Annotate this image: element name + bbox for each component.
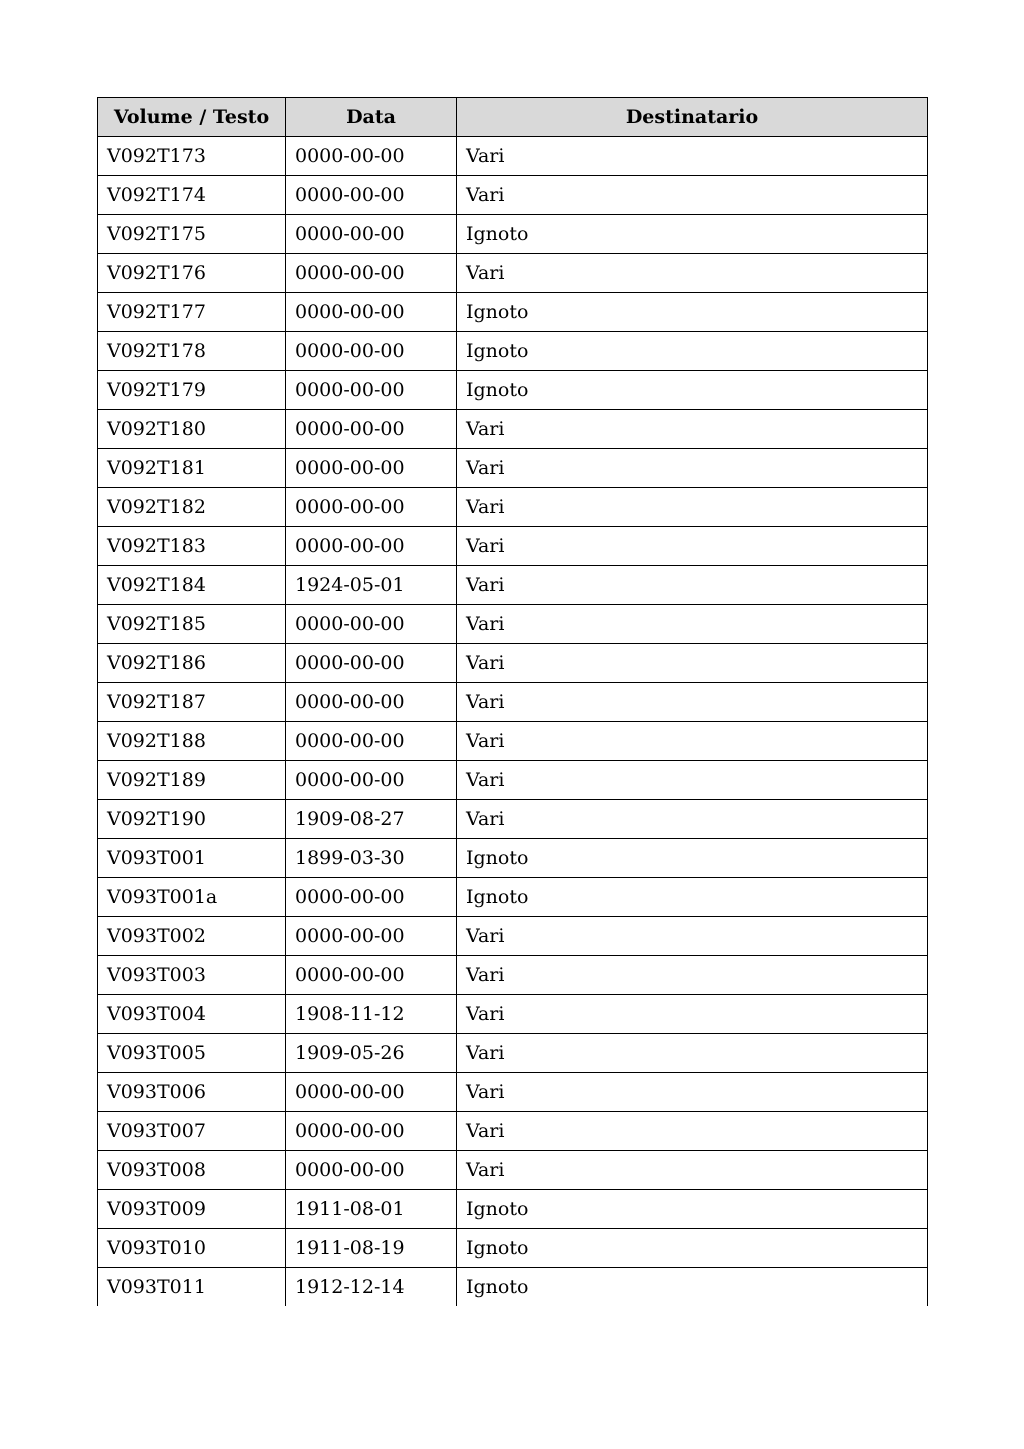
cell-volume-testo: V092T173 <box>98 137 286 176</box>
cell-data: 0000-00-00 <box>286 917 457 956</box>
cell-volume-testo: V093T011 <box>98 1268 286 1307</box>
cell-destinatario: Ignoto <box>457 215 928 254</box>
cell-data: 0000-00-00 <box>286 449 457 488</box>
table-body <box>98 137 928 1307</box>
cell-destinatario: Ignoto <box>457 332 928 371</box>
cell-volume-testo: V092T180 <box>98 410 286 449</box>
letters-table <box>97 97 928 1306</box>
cell-volume-testo: V092T177 <box>98 293 286 332</box>
cell-volume-testo: V093T007 <box>98 1112 286 1151</box>
cell-volume-testo: V093T001a <box>98 878 286 917</box>
cell-destinatario: Ignoto <box>457 839 928 878</box>
cell-volume-testo: V092T178 <box>98 332 286 371</box>
table-row <box>98 683 928 722</box>
cell-volume-testo: V093T005 <box>98 1034 286 1073</box>
document-table-container <box>97 97 927 1306</box>
cell-volume-testo: V092T185 <box>98 605 286 644</box>
cell-destinatario: Vari <box>457 566 928 605</box>
cell-destinatario: Vari <box>457 1073 928 1112</box>
cell-data: 1899-03-30 <box>286 839 457 878</box>
cell-volume-testo: V092T189 <box>98 761 286 800</box>
cell-data: 0000-00-00 <box>286 878 457 917</box>
cell-destinatario: Vari <box>457 722 928 761</box>
table-row <box>98 1112 928 1151</box>
cell-destinatario: Vari <box>457 449 928 488</box>
cell-volume-testo: V093T004 <box>98 995 286 1034</box>
cell-destinatario: Vari <box>457 800 928 839</box>
table-row <box>98 449 928 488</box>
table-row <box>98 176 928 215</box>
table-row <box>98 332 928 371</box>
column-header-destinatario: Destinatario <box>457 98 928 137</box>
table-row <box>98 1190 928 1229</box>
table-row <box>98 839 928 878</box>
table-row <box>98 761 928 800</box>
cell-volume-testo: V092T174 <box>98 176 286 215</box>
column-header-data: Data <box>286 98 457 137</box>
cell-volume-testo: V093T006 <box>98 1073 286 1112</box>
table-row <box>98 410 928 449</box>
cell-data: 0000-00-00 <box>286 293 457 332</box>
table-row <box>98 605 928 644</box>
cell-destinatario: Vari <box>457 683 928 722</box>
table-row <box>98 215 928 254</box>
cell-volume-testo: V092T175 <box>98 215 286 254</box>
cell-destinatario: Ignoto <box>457 371 928 410</box>
cell-data: 0000-00-00 <box>286 176 457 215</box>
cell-destinatario: Ignoto <box>457 1190 928 1229</box>
cell-destinatario: Ignoto <box>457 878 928 917</box>
cell-data: 0000-00-00 <box>286 215 457 254</box>
cell-destinatario: Ignoto <box>457 1268 928 1307</box>
cell-destinatario: Vari <box>457 917 928 956</box>
cell-volume-testo: V092T190 <box>98 800 286 839</box>
table-row <box>98 293 928 332</box>
header-row <box>98 98 928 137</box>
cell-volume-testo: V092T181 <box>98 449 286 488</box>
cell-data: 0000-00-00 <box>286 761 457 800</box>
cell-volume-testo: V093T001 <box>98 839 286 878</box>
cell-data: 0000-00-00 <box>286 605 457 644</box>
table-row <box>98 527 928 566</box>
table-row <box>98 1151 928 1190</box>
cell-data: 1908-11-12 <box>286 995 457 1034</box>
cell-destinatario: Ignoto <box>457 293 928 332</box>
cell-volume-testo: V092T182 <box>98 488 286 527</box>
cell-destinatario: Vari <box>457 527 928 566</box>
cell-destinatario: Vari <box>457 644 928 683</box>
cell-data: 0000-00-00 <box>286 644 457 683</box>
table-row <box>98 800 928 839</box>
cell-volume-testo: V092T183 <box>98 527 286 566</box>
table-row <box>98 995 928 1034</box>
cell-volume-testo: V093T002 <box>98 917 286 956</box>
cell-destinatario: Vari <box>457 1151 928 1190</box>
cell-data: 0000-00-00 <box>286 254 457 293</box>
table-row <box>98 566 928 605</box>
cell-destinatario: Vari <box>457 137 928 176</box>
cell-data: 0000-00-00 <box>286 683 457 722</box>
cell-data: 0000-00-00 <box>286 137 457 176</box>
cell-data: 0000-00-00 <box>286 527 457 566</box>
column-header-volume-testo: Volume / Testo <box>98 98 286 137</box>
cell-destinatario: Vari <box>457 176 928 215</box>
cell-data: 1912-12-14 <box>286 1268 457 1307</box>
cell-data: 0000-00-00 <box>286 1112 457 1151</box>
table-row <box>98 254 928 293</box>
table-row <box>98 488 928 527</box>
cell-volume-testo: V093T008 <box>98 1151 286 1190</box>
table-row <box>98 1073 928 1112</box>
cell-data: 0000-00-00 <box>286 1073 457 1112</box>
cell-data: 0000-00-00 <box>286 1151 457 1190</box>
table-header <box>98 98 928 137</box>
cell-data: 0000-00-00 <box>286 956 457 995</box>
cell-destinatario: Vari <box>457 605 928 644</box>
table-row <box>98 1034 928 1073</box>
cell-volume-testo: V092T184 <box>98 566 286 605</box>
cell-destinatario: Vari <box>457 1112 928 1151</box>
cell-data: 1909-08-27 <box>286 800 457 839</box>
table-row <box>98 917 928 956</box>
cell-data: 0000-00-00 <box>286 410 457 449</box>
cell-data: 0000-00-00 <box>286 332 457 371</box>
cell-data: 0000-00-00 <box>286 722 457 761</box>
table-row <box>98 1268 928 1307</box>
cell-data: 1924-05-01 <box>286 566 457 605</box>
cell-destinatario: Vari <box>457 254 928 293</box>
cell-data: 1911-08-01 <box>286 1190 457 1229</box>
cell-data: 0000-00-00 <box>286 488 457 527</box>
cell-volume-testo: V092T187 <box>98 683 286 722</box>
cell-destinatario: Vari <box>457 995 928 1034</box>
cell-volume-testo: V092T179 <box>98 371 286 410</box>
cell-destinatario: Vari <box>457 761 928 800</box>
cell-volume-testo: V092T186 <box>98 644 286 683</box>
table-row <box>98 1229 928 1268</box>
cell-destinatario: Vari <box>457 1034 928 1073</box>
cell-volume-testo: V093T003 <box>98 956 286 995</box>
cell-volume-testo: V093T009 <box>98 1190 286 1229</box>
table-row <box>98 722 928 761</box>
cell-volume-testo: V092T176 <box>98 254 286 293</box>
cell-volume-testo: V092T188 <box>98 722 286 761</box>
cell-volume-testo: V093T010 <box>98 1229 286 1268</box>
cell-destinatario: Vari <box>457 956 928 995</box>
table-row <box>98 644 928 683</box>
cell-data: 1911-08-19 <box>286 1229 457 1268</box>
cell-data: 0000-00-00 <box>286 371 457 410</box>
table-row <box>98 956 928 995</box>
table-row <box>98 878 928 917</box>
table-row <box>98 137 928 176</box>
table-row <box>98 371 928 410</box>
cell-destinatario: Ignoto <box>457 1229 928 1268</box>
cell-destinatario: Vari <box>457 410 928 449</box>
cell-data: 1909-05-26 <box>286 1034 457 1073</box>
cell-destinatario: Vari <box>457 488 928 527</box>
